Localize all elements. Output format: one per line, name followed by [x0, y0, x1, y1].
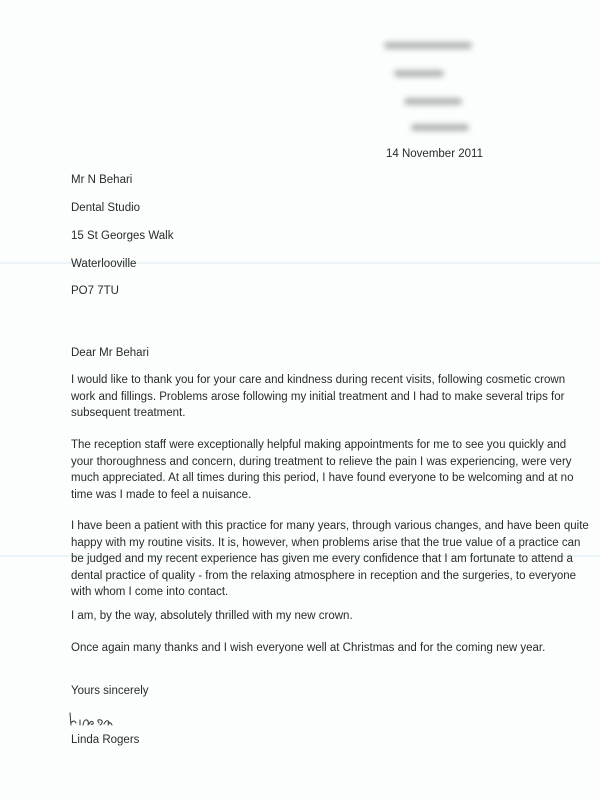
recipient-street: 15 St Georges Walk [71, 230, 174, 242]
closing: Yours sincerely [71, 685, 149, 697]
redacted-line [384, 42, 472, 49]
recipient-practice: Dental Studio [71, 202, 141, 214]
recipient-name: Mr N Behari [71, 174, 133, 186]
salutation: Dear Mr Behari [71, 347, 149, 359]
redacted-line [404, 98, 462, 105]
recipient-town: Waterlooville [71, 258, 137, 270]
redacted-line [394, 70, 444, 77]
signer-name: Linda Rogers [71, 734, 140, 746]
body-paragraph: I would like to thank you for your care and kindness during recent visits, following cosmetic crown work and fillings. Problems arose following my initial treatment and I had to make several trips for subsequent treatment. [71, 374, 566, 419]
letter-date: 14 November 2011 [386, 148, 483, 160]
body-paragraph: Once again many thanks and I wish everyone well at Christmas and for the coming new year. [71, 642, 546, 654]
body-paragraph: I am, by the way, absolutely thrilled with my new crown. [71, 610, 353, 622]
handwritten-signature [66, 711, 126, 734]
redacted-line [411, 124, 469, 131]
recipient-postcode: PO7 7TU [71, 285, 119, 297]
body-paragraph: I have been a patient with this practice for many years, through various changes, and have been quite happy with my routine visits. It is, however, when problems arise that the true value of a practice can be judged and my recent experience has given me every confidence that I am fortunate to attend a dental practice of quality - from the relaxing atmosphere in reception and the surgeries, to everyone with whom I come into contact. [71, 520, 589, 598]
body-paragraph: The reception staff were exceptionally helpful making appointments for me to see you quickly and your thoroughness and concern, during treatment to relieve the pain I was experiencing, were very much appreciated. At all times during this period, I have found everyone to be welcoming and at no time was I made to feel a nuisance. [71, 439, 574, 501]
